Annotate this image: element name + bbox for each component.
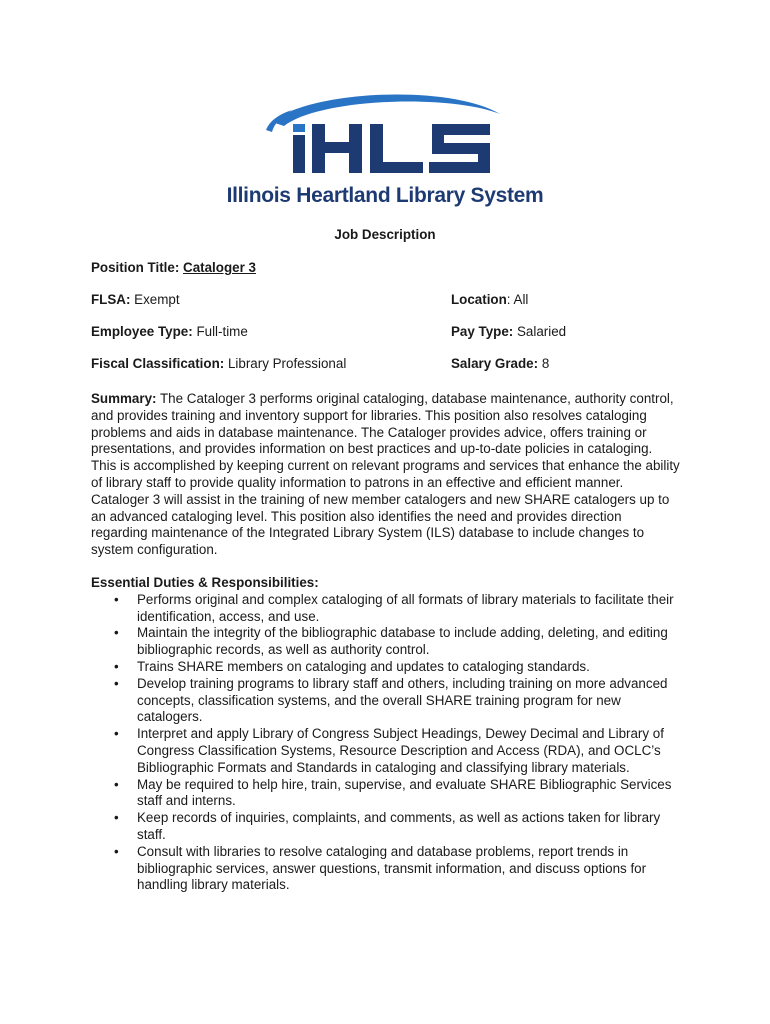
document-title: Job Description xyxy=(334,227,436,242)
list-item: • Develop training programs to library staff and others, including training on more advanced concepts, classification systems, and the overall SHARE training program for new catalogers. xyxy=(137,676,681,726)
summary-label: Summary: xyxy=(91,391,157,406)
location-value: All xyxy=(513,292,529,307)
location-separator: : xyxy=(506,292,511,307)
list-item: • May be required to help hire, train, supervise, and evaluate SHARE Bibliographic Services staff and interns. xyxy=(137,777,681,811)
list-item: • Performs original and complex cataloging of all formats of library materials to facilitate their identification, access, and use. xyxy=(137,592,681,626)
pay-type-label: Pay Type: xyxy=(451,324,514,339)
duties-list xyxy=(91,592,681,894)
field-row xyxy=(91,356,681,373)
flsa-label: FLSA: xyxy=(91,292,131,307)
logo-swoosh-icon xyxy=(200,92,570,182)
list-item: • Keep records of inquiries, complaints, and comments, as well as actions taken for library staff. xyxy=(137,810,681,844)
field-row xyxy=(91,324,681,341)
position-title-label: Position Title: xyxy=(91,260,180,275)
position-title-value: Cataloger 3 xyxy=(183,260,256,275)
employee-type-label: Employee Type: xyxy=(91,324,193,339)
fiscal-classification-label: Fiscal Classification: xyxy=(91,356,225,371)
employee-type-value: Full-time xyxy=(196,324,248,339)
duties-heading: Essential Duties & Responsibilities: xyxy=(91,574,319,590)
organization-name: Illinois Heartland Library System xyxy=(226,184,544,207)
pay-type-value: Salaried xyxy=(517,324,567,339)
salary-grade-value: 8 xyxy=(541,356,550,371)
document-body xyxy=(91,260,681,894)
field-row xyxy=(91,292,681,309)
flsa-value: Exempt xyxy=(134,292,180,307)
fiscal-classification-value: Library Professional xyxy=(227,356,347,371)
salary-grade-label: Salary Grade: xyxy=(451,356,539,371)
list-item: • Trains SHARE members on cataloging and updates to cataloging standards. xyxy=(137,659,681,676)
list-item: • Interpret and apply Library of Congress Subject Headings, Dewey Decimal and Library of Congress Classification Systems, Resource Description and Access (RDA), and OCLC’s Bibliographic Formats and Standards in cataloging and classifying library materials. xyxy=(137,726,681,776)
summary-text: The Cataloger 3 performs original cataloging, database maintenance, authority control, and provides training and inventory support for libraries. This position also resolves cataloging problems and aids in database maintenance. The Cataloger provides advice, offers training or presentations, and provides information on best practices and up-to-date policies in cataloging. This is accomplished by keeping current on relevant programs and services that enhance the ability of library staff to provide quality information to patrons in an effective and efficient manner. Cataloger 3 will assist in the training of new member catalogers and new SHARE catalogers up to an advanced cataloging level. This position also identifies the need and provides direction regarding maintenance of the Integrated Library System (ILS) database to include changes to system configuration. xyxy=(91,391,680,558)
location-label: Location xyxy=(451,292,507,307)
list-item: • Maintain the integrity of the bibliographic database to include adding, deleting, and editing bibliographic records, as well as authority control. xyxy=(137,625,681,659)
summary-paragraph xyxy=(91,391,681,559)
list-item: • Consult with libraries to resolve cataloging and database problems, report trends in bibliographic services, answer questions, transmit information, and discuss options for handling library materials. xyxy=(137,844,681,894)
position-title-row xyxy=(91,260,681,277)
